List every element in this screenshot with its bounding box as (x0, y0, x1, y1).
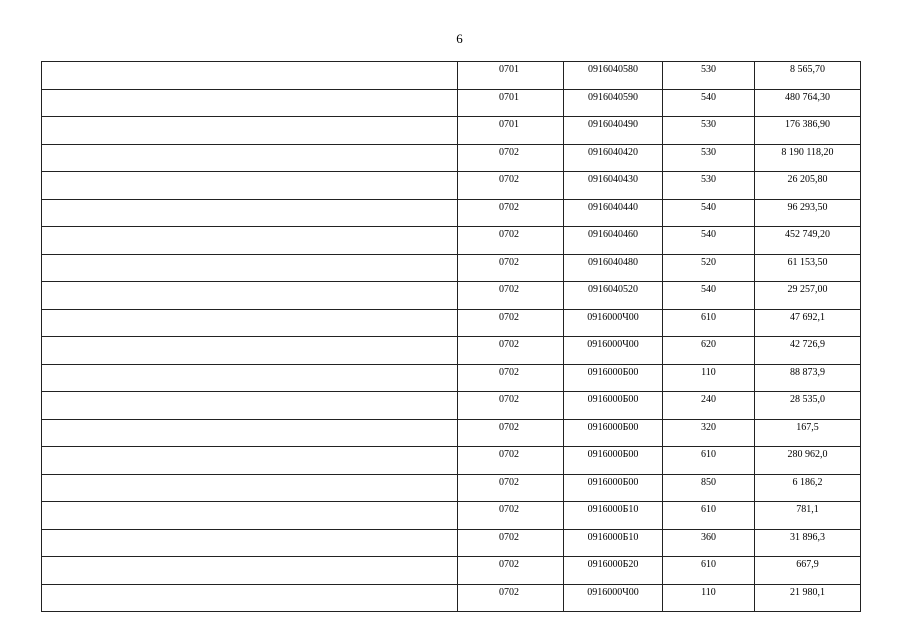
row-code-cell: 0916000Б00 (564, 419, 663, 447)
row-type-cell: 320 (663, 419, 755, 447)
row-code-cell: 0916040580 (564, 62, 663, 90)
row-name-cell (42, 337, 458, 365)
row-name-cell (42, 502, 458, 530)
row-name-cell (42, 392, 458, 420)
row-name-cell (42, 419, 458, 447)
row-type-cell: 240 (663, 392, 755, 420)
row-name-cell (42, 199, 458, 227)
row-type-cell: 540 (663, 282, 755, 310)
row-amount-cell: 31 896,3 (755, 529, 861, 557)
table-row (42, 62, 861, 90)
row-code-cell: 0916040520 (564, 282, 663, 310)
row-code-cell: 0916000Б00 (564, 364, 663, 392)
row-name-cell (42, 89, 458, 117)
row-amount-cell: 8 190 118,20 (755, 144, 861, 172)
row-section-cell: 0702 (458, 392, 564, 420)
row-code-cell: 0916040480 (564, 254, 663, 282)
table-row (42, 172, 861, 200)
row-section-cell: 0702 (458, 309, 564, 337)
row-section-cell: 0701 (458, 89, 564, 117)
table-row (42, 557, 861, 585)
row-type-cell: 530 (663, 144, 755, 172)
row-type-cell: 110 (663, 584, 755, 612)
row-type-cell: 610 (663, 447, 755, 475)
row-type-cell: 530 (663, 117, 755, 145)
row-name-cell (42, 557, 458, 585)
row-code-cell: 0916040430 (564, 172, 663, 200)
row-amount-cell: 480 764,30 (755, 89, 861, 117)
row-type-cell: 360 (663, 529, 755, 557)
page-number: 6 (456, 31, 463, 46)
row-amount-cell: 28 535,0 (755, 392, 861, 420)
row-name-cell (42, 117, 458, 145)
row-code-cell: 0916000Б20 (564, 557, 663, 585)
row-amount-cell: 167,5 (755, 419, 861, 447)
row-section-cell: 0702 (458, 254, 564, 282)
row-name-cell (42, 309, 458, 337)
budget-table (41, 61, 861, 612)
row-type-cell: 110 (663, 364, 755, 392)
row-section-cell: 0702 (458, 282, 564, 310)
row-amount-cell: 42 726,9 (755, 337, 861, 365)
row-code-cell: 0916000Б00 (564, 392, 663, 420)
row-code-cell: 0916000Ч00 (564, 337, 663, 365)
row-name-cell (42, 529, 458, 557)
row-section-cell: 0702 (458, 584, 564, 612)
row-section-cell: 0702 (458, 172, 564, 200)
budget-table-body (42, 62, 861, 612)
row-code-cell: 0916040590 (564, 89, 663, 117)
row-section-cell: 0702 (458, 144, 564, 172)
table-row (42, 337, 861, 365)
table-row (42, 309, 861, 337)
row-section-cell: 0702 (458, 502, 564, 530)
row-amount-cell: 6 186,2 (755, 474, 861, 502)
row-type-cell: 530 (663, 172, 755, 200)
row-name-cell (42, 254, 458, 282)
row-code-cell: 0916040490 (564, 117, 663, 145)
row-code-cell: 0916040440 (564, 199, 663, 227)
row-section-cell: 0702 (458, 474, 564, 502)
table-row (42, 282, 861, 310)
row-name-cell (42, 364, 458, 392)
row-section-cell: 0701 (458, 117, 564, 145)
row-amount-cell: 176 386,90 (755, 117, 861, 145)
row-type-cell: 610 (663, 309, 755, 337)
row-code-cell: 0916000Б10 (564, 502, 663, 530)
row-code-cell: 0916000Б00 (564, 474, 663, 502)
row-amount-cell: 667,9 (755, 557, 861, 585)
table-row (42, 89, 861, 117)
row-code-cell: 0916000Ч00 (564, 309, 663, 337)
row-code-cell: 0916040460 (564, 227, 663, 255)
row-amount-cell: 29 257,00 (755, 282, 861, 310)
row-name-cell (42, 584, 458, 612)
row-section-cell: 0702 (458, 364, 564, 392)
row-type-cell: 540 (663, 89, 755, 117)
row-section-cell: 0702 (458, 227, 564, 255)
table-row (42, 199, 861, 227)
row-code-cell: 0916000Б10 (564, 529, 663, 557)
row-type-cell: 540 (663, 227, 755, 255)
row-name-cell (42, 474, 458, 502)
row-amount-cell: 61 153,50 (755, 254, 861, 282)
row-type-cell: 610 (663, 502, 755, 530)
row-amount-cell: 452 749,20 (755, 227, 861, 255)
row-section-cell: 0702 (458, 557, 564, 585)
row-code-cell: 0916000Ч00 (564, 584, 663, 612)
table-row (42, 529, 861, 557)
table-row (42, 419, 861, 447)
table-row (42, 502, 861, 530)
row-section-cell: 0702 (458, 529, 564, 557)
row-name-cell (42, 227, 458, 255)
row-amount-cell: 88 873,9 (755, 364, 861, 392)
table-row (42, 254, 861, 282)
row-section-cell: 0702 (458, 419, 564, 447)
row-name-cell (42, 447, 458, 475)
table-row (42, 227, 861, 255)
row-type-cell: 520 (663, 254, 755, 282)
row-amount-cell: 781,1 (755, 502, 861, 530)
table-row (42, 364, 861, 392)
row-name-cell (42, 62, 458, 90)
row-amount-cell: 96 293,50 (755, 199, 861, 227)
row-section-cell: 0702 (458, 337, 564, 365)
row-type-cell: 620 (663, 337, 755, 365)
row-amount-cell: 280 962,0 (755, 447, 861, 475)
row-amount-cell: 21 980,1 (755, 584, 861, 612)
row-amount-cell: 8 565,70 (755, 62, 861, 90)
row-type-cell: 850 (663, 474, 755, 502)
table-row (42, 584, 861, 612)
row-amount-cell: 26 205,80 (755, 172, 861, 200)
table-row (42, 392, 861, 420)
row-name-cell (42, 282, 458, 310)
row-section-cell: 0702 (458, 199, 564, 227)
row-type-cell: 540 (663, 199, 755, 227)
row-section-cell: 0702 (458, 447, 564, 475)
row-code-cell: 0916040420 (564, 144, 663, 172)
row-section-cell: 0701 (458, 62, 564, 90)
row-code-cell: 0916000Б00 (564, 447, 663, 475)
table-row (42, 117, 861, 145)
row-type-cell: 610 (663, 557, 755, 585)
table-row (42, 447, 861, 475)
row-name-cell (42, 144, 458, 172)
row-type-cell: 530 (663, 62, 755, 90)
table-row (42, 144, 861, 172)
table-row (42, 474, 861, 502)
row-name-cell (42, 172, 458, 200)
row-amount-cell: 47 692,1 (755, 309, 861, 337)
